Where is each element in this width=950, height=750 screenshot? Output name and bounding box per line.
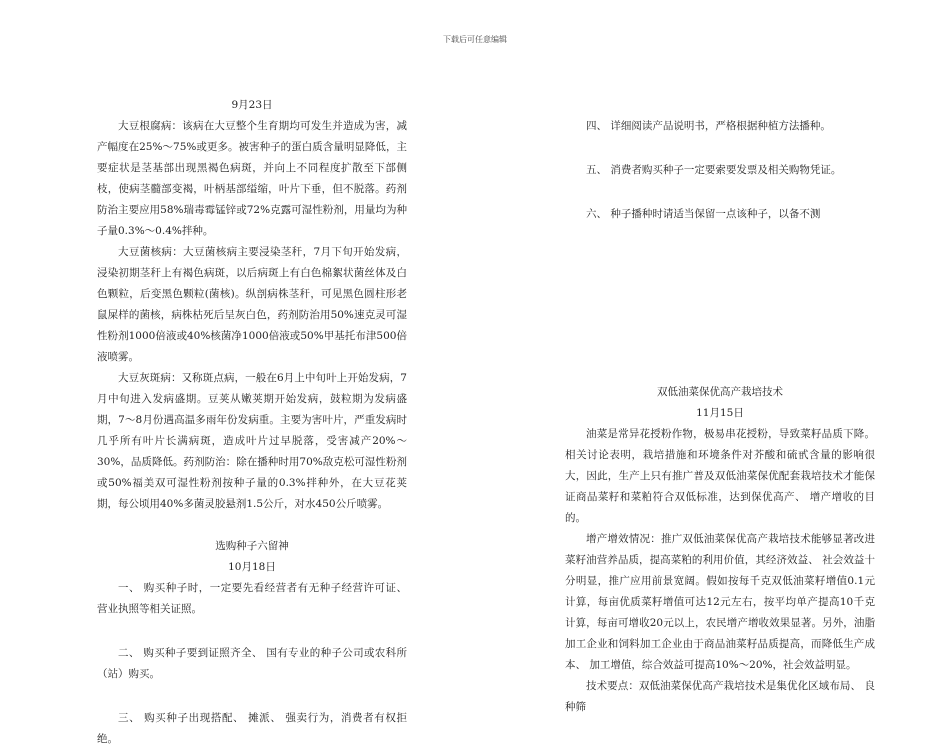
list-item: 六、 种子播种时请适当保留一点该种子，以备不测 (586, 208, 821, 220)
section-title: 选购种子六留神 (215, 540, 289, 552)
date-heading: 11月15日 (696, 407, 744, 419)
paragraph-rapeseed-intro: 油菜是常异花授粉作物，极易串花授粉，导致菜籽品质下降。相关讨论表明，栽培措施和环境条件对芥酸和硫甙含量的影响很大，因此，生产上只有推广普及双低油菜保优配套栽培技术才能保证商品菜籽和菜粕符合双低标准，达到保优高产、 增产增收的目的。 (565, 428, 875, 524)
paragraph-benefits: 增产增效情况：推广双低油菜保优高产栽培技术能够显著改进菜籽油营养品质，提高菜粕的利用价值，其经济效益、 社会效益十分明显，推广应用前景宽阔。假如按每千克双低油菜籽增值0.1元计算，每亩优质菜籽增值可达12元左右，按平均单产提高10千克计算，每亩可增收20元以上，农民增产增收效果显著。另外，油脂加工企业和饲料加工企业由于商品油菜籽品质提高，而降低生产成本、 加工增值，综合效益可提高10%～20%，社会效益明显。 (565, 533, 875, 671)
list-item: 四、 详细阅读产品说明书，严格根据种植方法播种。 (586, 120, 831, 132)
list-item: 三、 购买种子出现搭配、 摊派、 强卖行为，消费者有权拒绝。 (97, 712, 407, 745)
list-item: 二、 购买种子要到证照齐全、 国有专业的种子公司或农科所（站）购买。 (97, 647, 407, 680)
paragraph-gray-spot: 大豆灰斑病：又称斑点病，一般在6月上中旬叶上开始发病，7月中旬进入发病盛期。豆荚从嫩荚期开始发病，鼓粒期为发病盛期，7～8月份遇高温多雨年份发病重。主要为害叶片，严重发病时几乎所有叶片长满病斑，造成叶片过早脱落，受害减产20%～30%，品质降低。药剂防治：除在播种时用70%敌克松可湿性粉剂或50%福美双可湿性粉剂按种子量的0.3%拌种外，在大豆花荚期，每公顷用40%多菌灵胶悬剂1.5公斤，对水450公斤喷雾。 (97, 372, 407, 510)
date-heading: 10月18日 (228, 561, 276, 573)
paragraph-root-rot: 大豆根腐病：该病在大豆整个生育期均可发生并造成为害，减产幅度在25%～75%或更多。被害种子的蛋白质含量明显降低，主要症状是茎基部出现黑褐色病斑，并向上不同程度扩散至下部侧枝，使病茎髓部变褐，叶柄基部缢缩，叶片下垂，但不脱落。药剂防治主要应用58%瑞毒霉锰锌或72%克露可湿性粉剂，用量均为种子量0.3%～0.4%拌种。 (97, 120, 407, 237)
date-heading: 9月23日 (231, 99, 273, 111)
header-note: 下载后可任意编辑 (443, 35, 507, 44)
list-item: 一、 购买种子时，一定要先看经营者有无种子经营许可证、 营业执照等相关证照。 (97, 582, 407, 615)
paragraph-sclerotinia: 大豆菌核病：大豆菌核病主要浸染茎秆，7月下旬开始发病，浸染初期茎秆上有褐色病斑，以后病斑上有白色棉絮状菌丝体及白色颗粒，后变黑色颗粒(菌核)。纵剖病株茎秆，可见黑色圆柱形老鼠屎样的菌核，病株枯死后呈灰白色，药剂防治用50%速克灵可湿性粉剂1000倍液或40%核菌净1000倍液或50%甲基托布津500倍液喷雾。 (97, 246, 407, 363)
left-column (97, 95, 407, 750)
list-item: 五、 消费者购买种子一定要索要发票及相关购物凭证。 (586, 164, 842, 176)
paragraph-key-points: 技术要点：双低油菜保优高产栽培技术是集优化区域布局、 良种筛 (565, 680, 875, 713)
section-title: 双低油菜保优高产栽培技术 (657, 386, 783, 398)
right-column (565, 116, 875, 718)
